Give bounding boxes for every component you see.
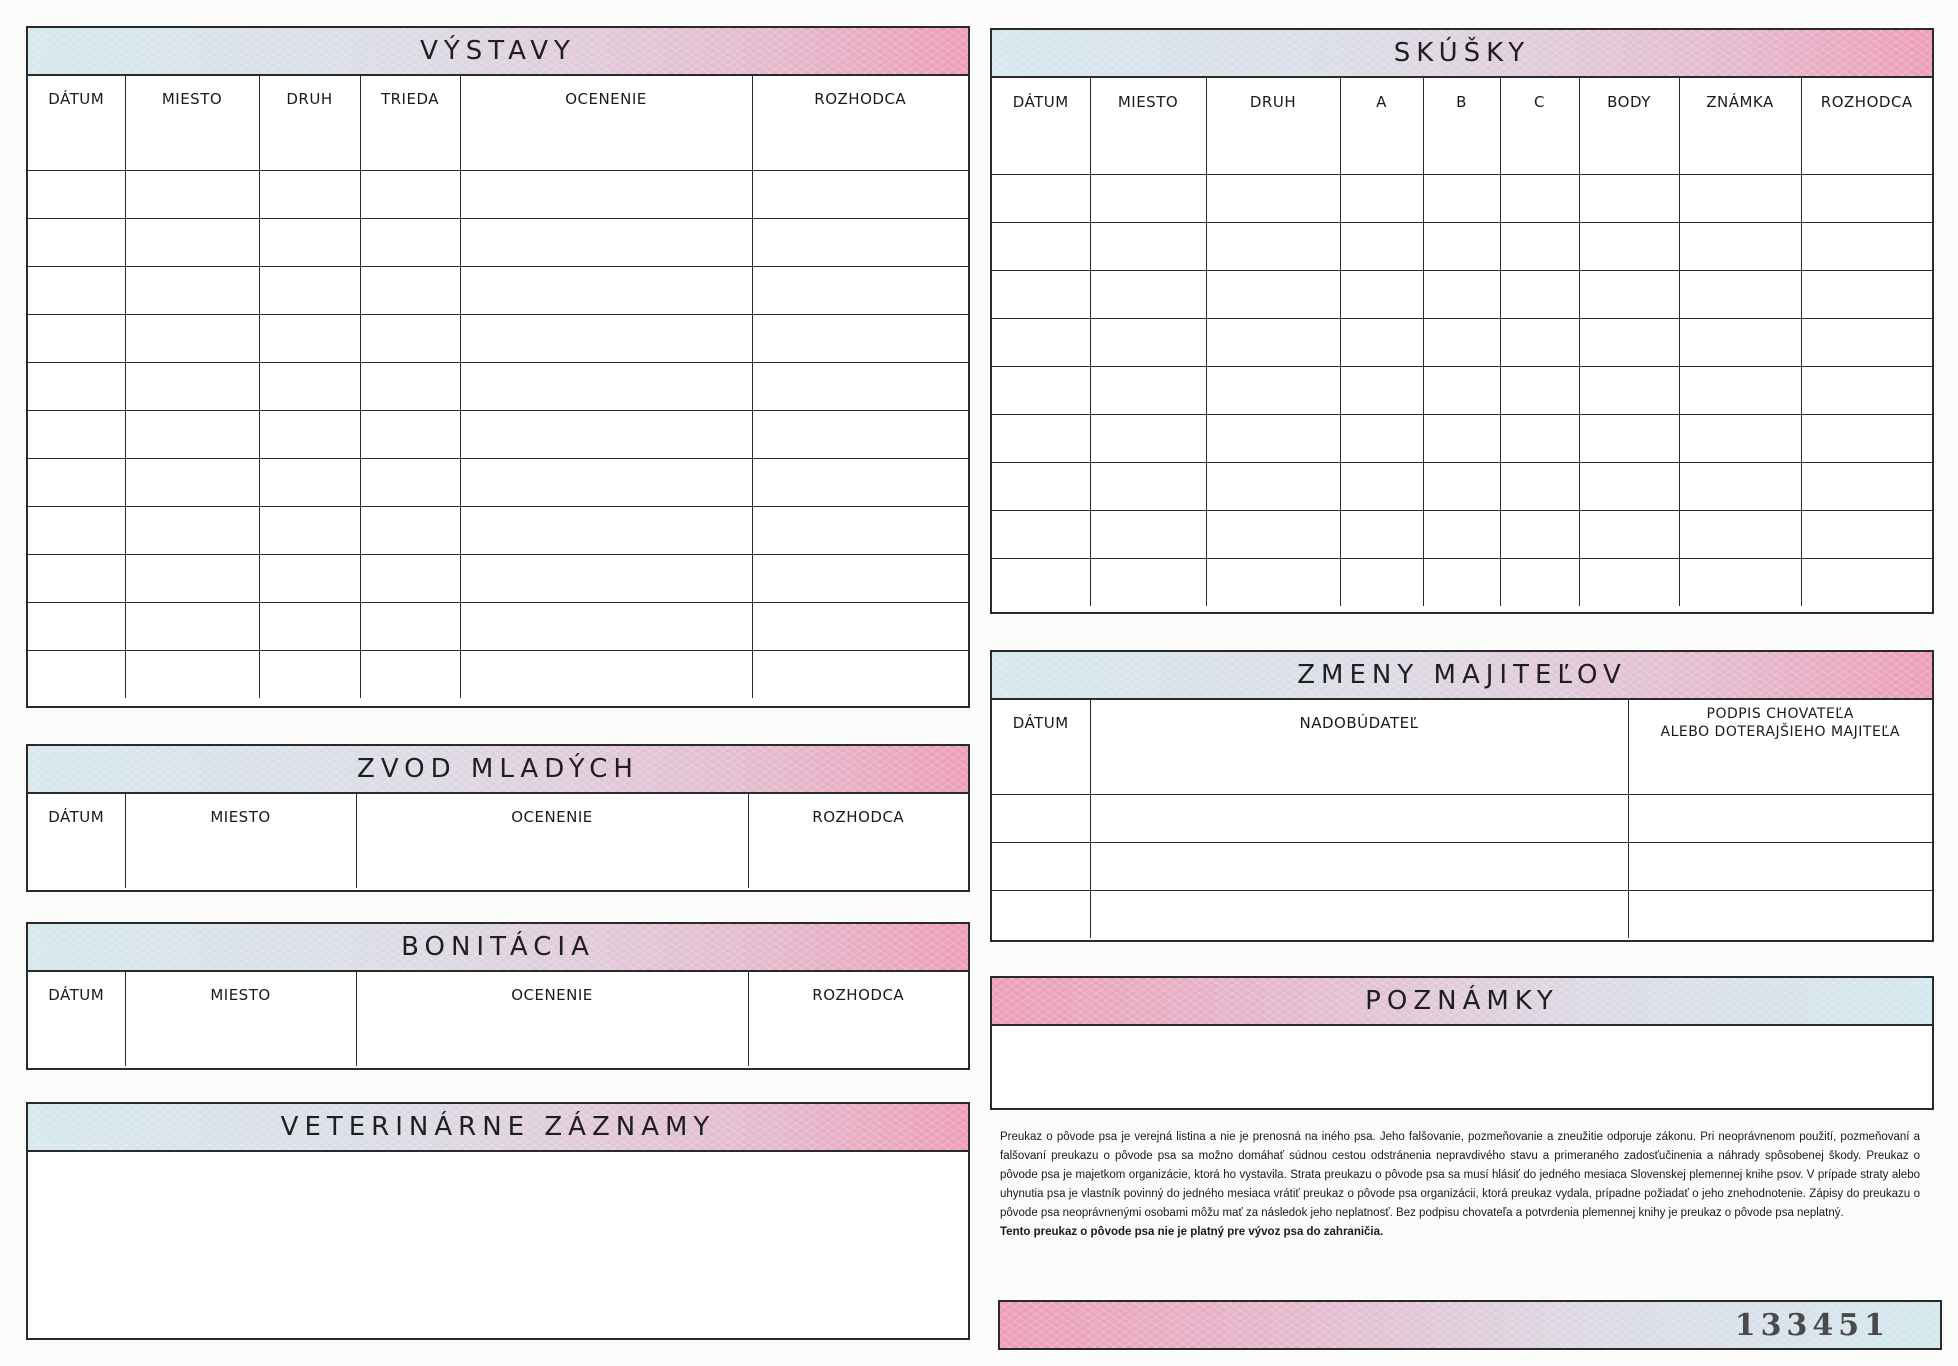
entry-cell[interactable]: [752, 554, 968, 602]
vystavy-table: [28, 76, 968, 698]
entry-cell[interactable]: [1628, 890, 1932, 938]
entry-cell[interactable]: [1423, 270, 1500, 318]
col-rozhodca: ROZHODCA: [748, 972, 968, 1018]
entry-cell[interactable]: [460, 554, 752, 602]
entry-cell[interactable]: [992, 414, 1090, 462]
entry-cell[interactable]: [28, 650, 125, 698]
entry-cell[interactable]: [360, 602, 460, 650]
entry-cell[interactable]: [28, 314, 125, 362]
entry-cell[interactable]: [1628, 842, 1932, 890]
entry-cell[interactable]: [360, 362, 460, 410]
table-row: [992, 558, 1932, 606]
table-row: [28, 650, 968, 698]
entry-cell[interactable]: [360, 314, 460, 362]
entry-cell[interactable]: [1340, 558, 1423, 606]
table-row: [992, 842, 1932, 890]
table-row: [28, 266, 968, 314]
col-datum: DÁTUM: [992, 78, 1090, 126]
entry-cell[interactable]: [460, 506, 752, 554]
col-ocenenie: OCENENIE: [356, 794, 748, 840]
podpis-line-2: ALEBO DOTERAJŠIEHO MAJITEĽA: [1660, 724, 1900, 740]
entry-cell[interactable]: [1090, 794, 1628, 842]
entry-cell[interactable]: [125, 650, 259, 698]
entry-cell[interactable]: [259, 314, 360, 362]
entry-cell[interactable]: [28, 170, 125, 218]
podpis-line-1: PODPIS CHOVATEĽA: [1706, 706, 1854, 722]
zvod-mladych-title: ZVOD MLADÝCH: [28, 746, 968, 794]
entry-cell[interactable]: [1801, 462, 1932, 510]
entry-cell[interactable]: [1340, 510, 1423, 558]
entry-cell[interactable]: [1579, 510, 1679, 558]
table-row: [28, 218, 968, 266]
entry-cell[interactable]: [992, 126, 1090, 174]
entry-cell[interactable]: [1206, 462, 1340, 510]
vystavy-section: [26, 26, 970, 708]
legal-bold-text: Tento preukaz o pôvode psa nie je platný pre vývoz psa do zahraničia.: [1000, 1226, 1384, 1238]
entry-cell[interactable]: [1206, 510, 1340, 558]
entry-cell[interactable]: [752, 602, 968, 650]
col-podpis: [1628, 700, 1932, 746]
entry-cell[interactable]: [1579, 318, 1679, 366]
col-rozhodca: ROZHODCA: [748, 794, 968, 840]
entry-cell[interactable]: [992, 842, 1090, 890]
entry-cell[interactable]: [1579, 174, 1679, 222]
table-row: [28, 410, 968, 458]
entry-cell[interactable]: [1579, 366, 1679, 414]
entry-cell[interactable]: [125, 410, 259, 458]
entry-cell[interactable]: [752, 650, 968, 698]
entry-cell[interactable]: [1423, 318, 1500, 366]
entry-cell[interactable]: [1090, 222, 1206, 270]
entry-cell[interactable]: [1090, 174, 1206, 222]
table-row: [992, 366, 1932, 414]
entry-cell[interactable]: [1340, 366, 1423, 414]
entry-cell[interactable]: [1801, 366, 1932, 414]
entry-cell[interactable]: [992, 890, 1090, 938]
entry-cell[interactable]: [28, 554, 125, 602]
entry-cell[interactable]: [460, 362, 752, 410]
table-row: [28, 554, 968, 602]
col-druh: DRUH: [259, 76, 360, 122]
entry-cell[interactable]: [125, 602, 259, 650]
col-nadobudatel: NADOBÚDATEĽ: [1090, 700, 1628, 746]
entry-cell[interactable]: [460, 410, 752, 458]
bonitacia-rows: [28, 1018, 968, 1066]
entry-cell[interactable]: [1090, 366, 1206, 414]
entry-cell[interactable]: [460, 218, 752, 266]
entry-cell[interactable]: [992, 270, 1090, 318]
entry-cell[interactable]: [1679, 510, 1801, 558]
entry-cell[interactable]: [259, 554, 360, 602]
entry-cell[interactable]: [1340, 174, 1423, 222]
entry-cell[interactable]: [1679, 558, 1801, 606]
entry-cell[interactable]: [1579, 270, 1679, 318]
entry-cell[interactable]: [1500, 222, 1579, 270]
entry-cell[interactable]: [1579, 462, 1679, 510]
entry-cell[interactable]: [1679, 318, 1801, 366]
entry-cell[interactable]: [125, 266, 259, 314]
table-row: [992, 746, 1932, 794]
entry-cell[interactable]: [1423, 174, 1500, 222]
zvod-mladych-header-row: [28, 794, 968, 840]
entry-cell[interactable]: [992, 366, 1090, 414]
bonitacia-header-row: [28, 972, 968, 1018]
skusky-header-row: [992, 78, 1932, 126]
entry-cell[interactable]: [259, 170, 360, 218]
bonitacia-section: [26, 922, 970, 1070]
entry-cell[interactable]: [1579, 222, 1679, 270]
entry-cell[interactable]: [1090, 510, 1206, 558]
entry-cell[interactable]: [1090, 462, 1206, 510]
entry-cell[interactable]: [1679, 174, 1801, 222]
table-row: [992, 462, 1932, 510]
veterinarne-zaznamy-field[interactable]: [28, 1152, 968, 1338]
entry-cell[interactable]: [1206, 318, 1340, 366]
skusky-rows: [992, 126, 1932, 606]
serial-number: 133451: [1734, 1308, 1890, 1343]
table-row: [992, 414, 1932, 462]
col-rozhodca: ROZHODCA: [752, 76, 968, 122]
entry-cell[interactable]: [28, 266, 125, 314]
col-trieda: TRIEDA: [360, 76, 460, 122]
entry-cell[interactable]: [460, 170, 752, 218]
table-row: [28, 458, 968, 506]
zvod-mladych-section: [26, 744, 970, 892]
entry-cell[interactable]: [460, 458, 752, 506]
zmeny-majitelov-section: [990, 650, 1934, 942]
entry-cell[interactable]: [992, 558, 1090, 606]
entry-cell[interactable]: [1679, 366, 1801, 414]
table-row: [28, 170, 968, 218]
table-row: [28, 122, 968, 170]
table-row: [28, 362, 968, 410]
bonitacia-table: [28, 972, 968, 1066]
entry-cell[interactable]: [360, 650, 460, 698]
entry-cell[interactable]: [460, 602, 752, 650]
entry-cell[interactable]: [1500, 366, 1579, 414]
entry-cell[interactable]: [360, 122, 460, 170]
entry-cell[interactable]: [1801, 270, 1932, 318]
col-miesto: MIESTO: [1090, 78, 1206, 126]
entry-cell[interactable]: [360, 266, 460, 314]
zvod-mladych-rows: [28, 840, 968, 888]
entry-cell[interactable]: [1340, 222, 1423, 270]
entry-cell[interactable]: [28, 458, 125, 506]
entry-cell[interactable]: [992, 510, 1090, 558]
zmeny-majitelov-title: ZMENY MAJITEĽOV: [992, 652, 1932, 700]
entry-cell[interactable]: [460, 314, 752, 362]
skusky-title: SKÚŠKY: [992, 30, 1932, 78]
entry-cell[interactable]: [28, 1018, 125, 1066]
entry-cell[interactable]: [1423, 462, 1500, 510]
col-ocenenie: OCENENIE: [356, 972, 748, 1018]
vystavy-header-row: [28, 76, 968, 122]
table-row: [992, 126, 1932, 174]
entry-cell[interactable]: [1500, 270, 1579, 318]
entry-cell[interactable]: [356, 840, 748, 888]
entry-cell[interactable]: [1423, 414, 1500, 462]
entry-cell[interactable]: [1500, 318, 1579, 366]
table-row: [28, 1018, 968, 1066]
entry-cell[interactable]: [1500, 462, 1579, 510]
entry-cell[interactable]: [1423, 510, 1500, 558]
legal-notice: [1000, 1128, 1920, 1242]
entry-cell[interactable]: [125, 554, 259, 602]
zmeny-majitelov-header-row: [992, 700, 1932, 746]
entry-cell[interactable]: [1206, 558, 1340, 606]
entry-cell[interactable]: [28, 122, 125, 170]
zmeny-majitelov-table: [992, 700, 1932, 938]
entry-cell[interactable]: [28, 840, 125, 888]
skusky-section: [990, 28, 1934, 614]
entry-cell[interactable]: [1679, 126, 1801, 174]
table-row: [992, 890, 1932, 938]
entry-cell[interactable]: [259, 266, 360, 314]
entry-cell[interactable]: [125, 840, 356, 888]
col-b: B: [1423, 78, 1500, 126]
col-datum: DÁTUM: [28, 972, 125, 1018]
entry-cell[interactable]: [1423, 222, 1500, 270]
entry-cell[interactable]: [259, 458, 360, 506]
vystavy-title: VÝSTAVY: [28, 28, 968, 76]
entry-cell[interactable]: [1628, 794, 1932, 842]
entry-cell[interactable]: [1340, 318, 1423, 366]
entry-cell[interactable]: [360, 554, 460, 602]
table-row: [992, 174, 1932, 222]
entry-cell[interactable]: [125, 1018, 356, 1066]
entry-cell[interactable]: [460, 266, 752, 314]
entry-cell[interactable]: [125, 314, 259, 362]
entry-cell[interactable]: [1206, 414, 1340, 462]
col-miesto: MIESTO: [125, 794, 356, 840]
entry-cell[interactable]: [1500, 414, 1579, 462]
entry-cell[interactable]: [1801, 318, 1932, 366]
entry-cell[interactable]: [1801, 126, 1932, 174]
table-row: [992, 318, 1932, 366]
poznamky-title: POZNÁMKY: [992, 978, 1932, 1026]
entry-cell[interactable]: [992, 318, 1090, 366]
entry-cell[interactable]: [356, 1018, 748, 1066]
entry-cell[interactable]: [1340, 126, 1423, 174]
col-datum: DÁTUM: [28, 794, 125, 840]
entry-cell[interactable]: [259, 506, 360, 554]
entry-cell[interactable]: [1090, 746, 1628, 794]
entry-cell[interactable]: [125, 170, 259, 218]
entry-cell[interactable]: [1340, 414, 1423, 462]
entry-cell[interactable]: [259, 218, 360, 266]
entry-cell[interactable]: [1679, 414, 1801, 462]
entry-cell[interactable]: [125, 506, 259, 554]
col-datum: DÁTUM: [28, 76, 125, 122]
entry-cell[interactable]: [992, 222, 1090, 270]
skusky-table: [992, 78, 1932, 606]
entry-cell[interactable]: [1579, 558, 1679, 606]
entry-cell[interactable]: [28, 602, 125, 650]
entry-cell[interactable]: [752, 266, 968, 314]
table-row: [992, 270, 1932, 318]
entry-cell[interactable]: [1801, 414, 1932, 462]
col-ocenenie: OCENENIE: [460, 76, 752, 122]
entry-cell[interactable]: [28, 218, 125, 266]
entry-cell[interactable]: [1500, 558, 1579, 606]
entry-cell[interactable]: [125, 218, 259, 266]
entry-cell[interactable]: [752, 122, 968, 170]
entry-cell[interactable]: [1628, 746, 1932, 794]
entry-cell[interactable]: [360, 458, 460, 506]
entry-cell[interactable]: [1090, 842, 1628, 890]
entry-cell[interactable]: [1090, 126, 1206, 174]
entry-cell[interactable]: [1206, 366, 1340, 414]
table-row: [28, 840, 968, 888]
entry-cell[interactable]: [1090, 414, 1206, 462]
entry-cell[interactable]: [1500, 174, 1579, 222]
entry-cell[interactable]: [748, 840, 968, 888]
entry-cell[interactable]: [1801, 558, 1932, 606]
table-row: [992, 222, 1932, 270]
entry-cell[interactable]: [752, 314, 968, 362]
entry-cell[interactable]: [1423, 126, 1500, 174]
col-miesto: MIESTO: [125, 972, 356, 1018]
entry-cell[interactable]: [1090, 890, 1628, 938]
entry-cell[interactable]: [1579, 126, 1679, 174]
entry-cell[interactable]: [1679, 462, 1801, 510]
poznamky-section: [990, 976, 1934, 1110]
col-druh: DRUH: [1206, 78, 1340, 126]
col-rozhodca: ROZHODCA: [1801, 78, 1932, 126]
entry-cell[interactable]: [125, 122, 259, 170]
col-datum: DÁTUM: [992, 700, 1090, 746]
entry-cell[interactable]: [1206, 174, 1340, 222]
table-row: [28, 506, 968, 554]
entry-cell[interactable]: [992, 462, 1090, 510]
entry-cell[interactable]: [28, 410, 125, 458]
entry-cell[interactable]: [259, 410, 360, 458]
bonitacia-title: BONITÁCIA: [28, 924, 968, 972]
entry-cell[interactable]: [259, 362, 360, 410]
col-a: A: [1340, 78, 1423, 126]
entry-cell[interactable]: [752, 506, 968, 554]
entry-cell[interactable]: [752, 362, 968, 410]
entry-cell[interactable]: [360, 506, 460, 554]
zvod-mladych-table: [28, 794, 968, 888]
entry-cell[interactable]: [1801, 510, 1932, 558]
entry-cell[interactable]: [28, 506, 125, 554]
entry-cell[interactable]: [1206, 222, 1340, 270]
entry-cell[interactable]: [752, 410, 968, 458]
entry-cell[interactable]: [1340, 270, 1423, 318]
entry-cell[interactable]: [1340, 462, 1423, 510]
entry-cell[interactable]: [1500, 510, 1579, 558]
col-c: C: [1500, 78, 1579, 126]
table-row: [28, 602, 968, 650]
entry-cell[interactable]: [1423, 558, 1500, 606]
col-znamka: ZNÁMKA: [1679, 78, 1801, 126]
entry-cell[interactable]: [992, 746, 1090, 794]
entry-cell[interactable]: [1679, 222, 1801, 270]
legal-text: Preukaz o pôvode psa je verejná listina a nie je prenosná na iného psa. Jeho falšovanie, pozmeňovanie a zneužitie odporuje zákonu. Pri neoprávnenom použití, pozmeňovaní a falšovaní preukazu o pôvode psa sa možno domáhať súdnou cestou odstránenia nepravdivého stavu a primeraného zadosťučinenia a náhrady spôsobenej škody. Preukaz o pôvode psa je majetkom organizácie, ktorá ho vystavila. Strata preukazu o pôvode psa sa musí hlásiť do jedného mesiaca Slovenskej plemennej knihe psov. V prípade straty alebo uhynutia psa je vlastník povinný do jedného mesiaca vrátiť preukaz o pôvode psa organizácii, ktorá preukaz vydala, prípadne požiadať o jeho znehodnotenie. Zápisy do preukazu o pôvode psa neoprávnenými osobami môžu mať za následok jeho neplatnosť. Bez podpisu chovateľa a potvrdenia plemennej knihy je preukaz o pôvode psa neplatný.: [1000, 1131, 1920, 1219]
entry-cell[interactable]: [460, 650, 752, 698]
entry-cell[interactable]: [125, 458, 259, 506]
entry-cell[interactable]: [748, 1018, 968, 1066]
table-row: [992, 510, 1932, 558]
entry-cell[interactable]: [1500, 126, 1579, 174]
entry-cell[interactable]: [1090, 558, 1206, 606]
veterinarne-zaznamy-section: [26, 1102, 970, 1340]
entry-cell[interactable]: [125, 362, 259, 410]
entry-cell[interactable]: [1090, 318, 1206, 366]
entry-cell[interactable]: [259, 602, 360, 650]
entry-cell[interactable]: [752, 218, 968, 266]
entry-cell[interactable]: [752, 458, 968, 506]
entry-cell[interactable]: [1206, 270, 1340, 318]
table-row: [28, 314, 968, 362]
entry-cell[interactable]: [460, 122, 752, 170]
entry-cell[interactable]: [360, 410, 460, 458]
entry-cell[interactable]: [1801, 222, 1932, 270]
serial-number-box: [998, 1300, 1942, 1350]
entry-cell[interactable]: [992, 794, 1090, 842]
entry-cell[interactable]: [259, 650, 360, 698]
col-miesto: MIESTO: [125, 76, 259, 122]
entry-cell[interactable]: [259, 122, 360, 170]
poznamky-field[interactable]: [992, 1026, 1932, 1108]
entry-cell[interactable]: [752, 170, 968, 218]
veterinarne-zaznamy-title: VETERINÁRNE ZÁZNAMY: [28, 1104, 968, 1152]
entry-cell[interactable]: [992, 174, 1090, 222]
vystavy-rows: [28, 122, 968, 698]
zmeny-majitelov-rows: [992, 746, 1932, 938]
entry-cell[interactable]: [1679, 270, 1801, 318]
entry-cell[interactable]: [1090, 270, 1206, 318]
entry-cell[interactable]: [1801, 174, 1932, 222]
entry-cell[interactable]: [1423, 366, 1500, 414]
entry-cell[interactable]: [360, 218, 460, 266]
entry-cell[interactable]: [1579, 414, 1679, 462]
entry-cell[interactable]: [360, 170, 460, 218]
entry-cell[interactable]: [1206, 126, 1340, 174]
col-body: BODY: [1579, 78, 1679, 126]
table-row: [992, 794, 1932, 842]
entry-cell[interactable]: [28, 362, 125, 410]
